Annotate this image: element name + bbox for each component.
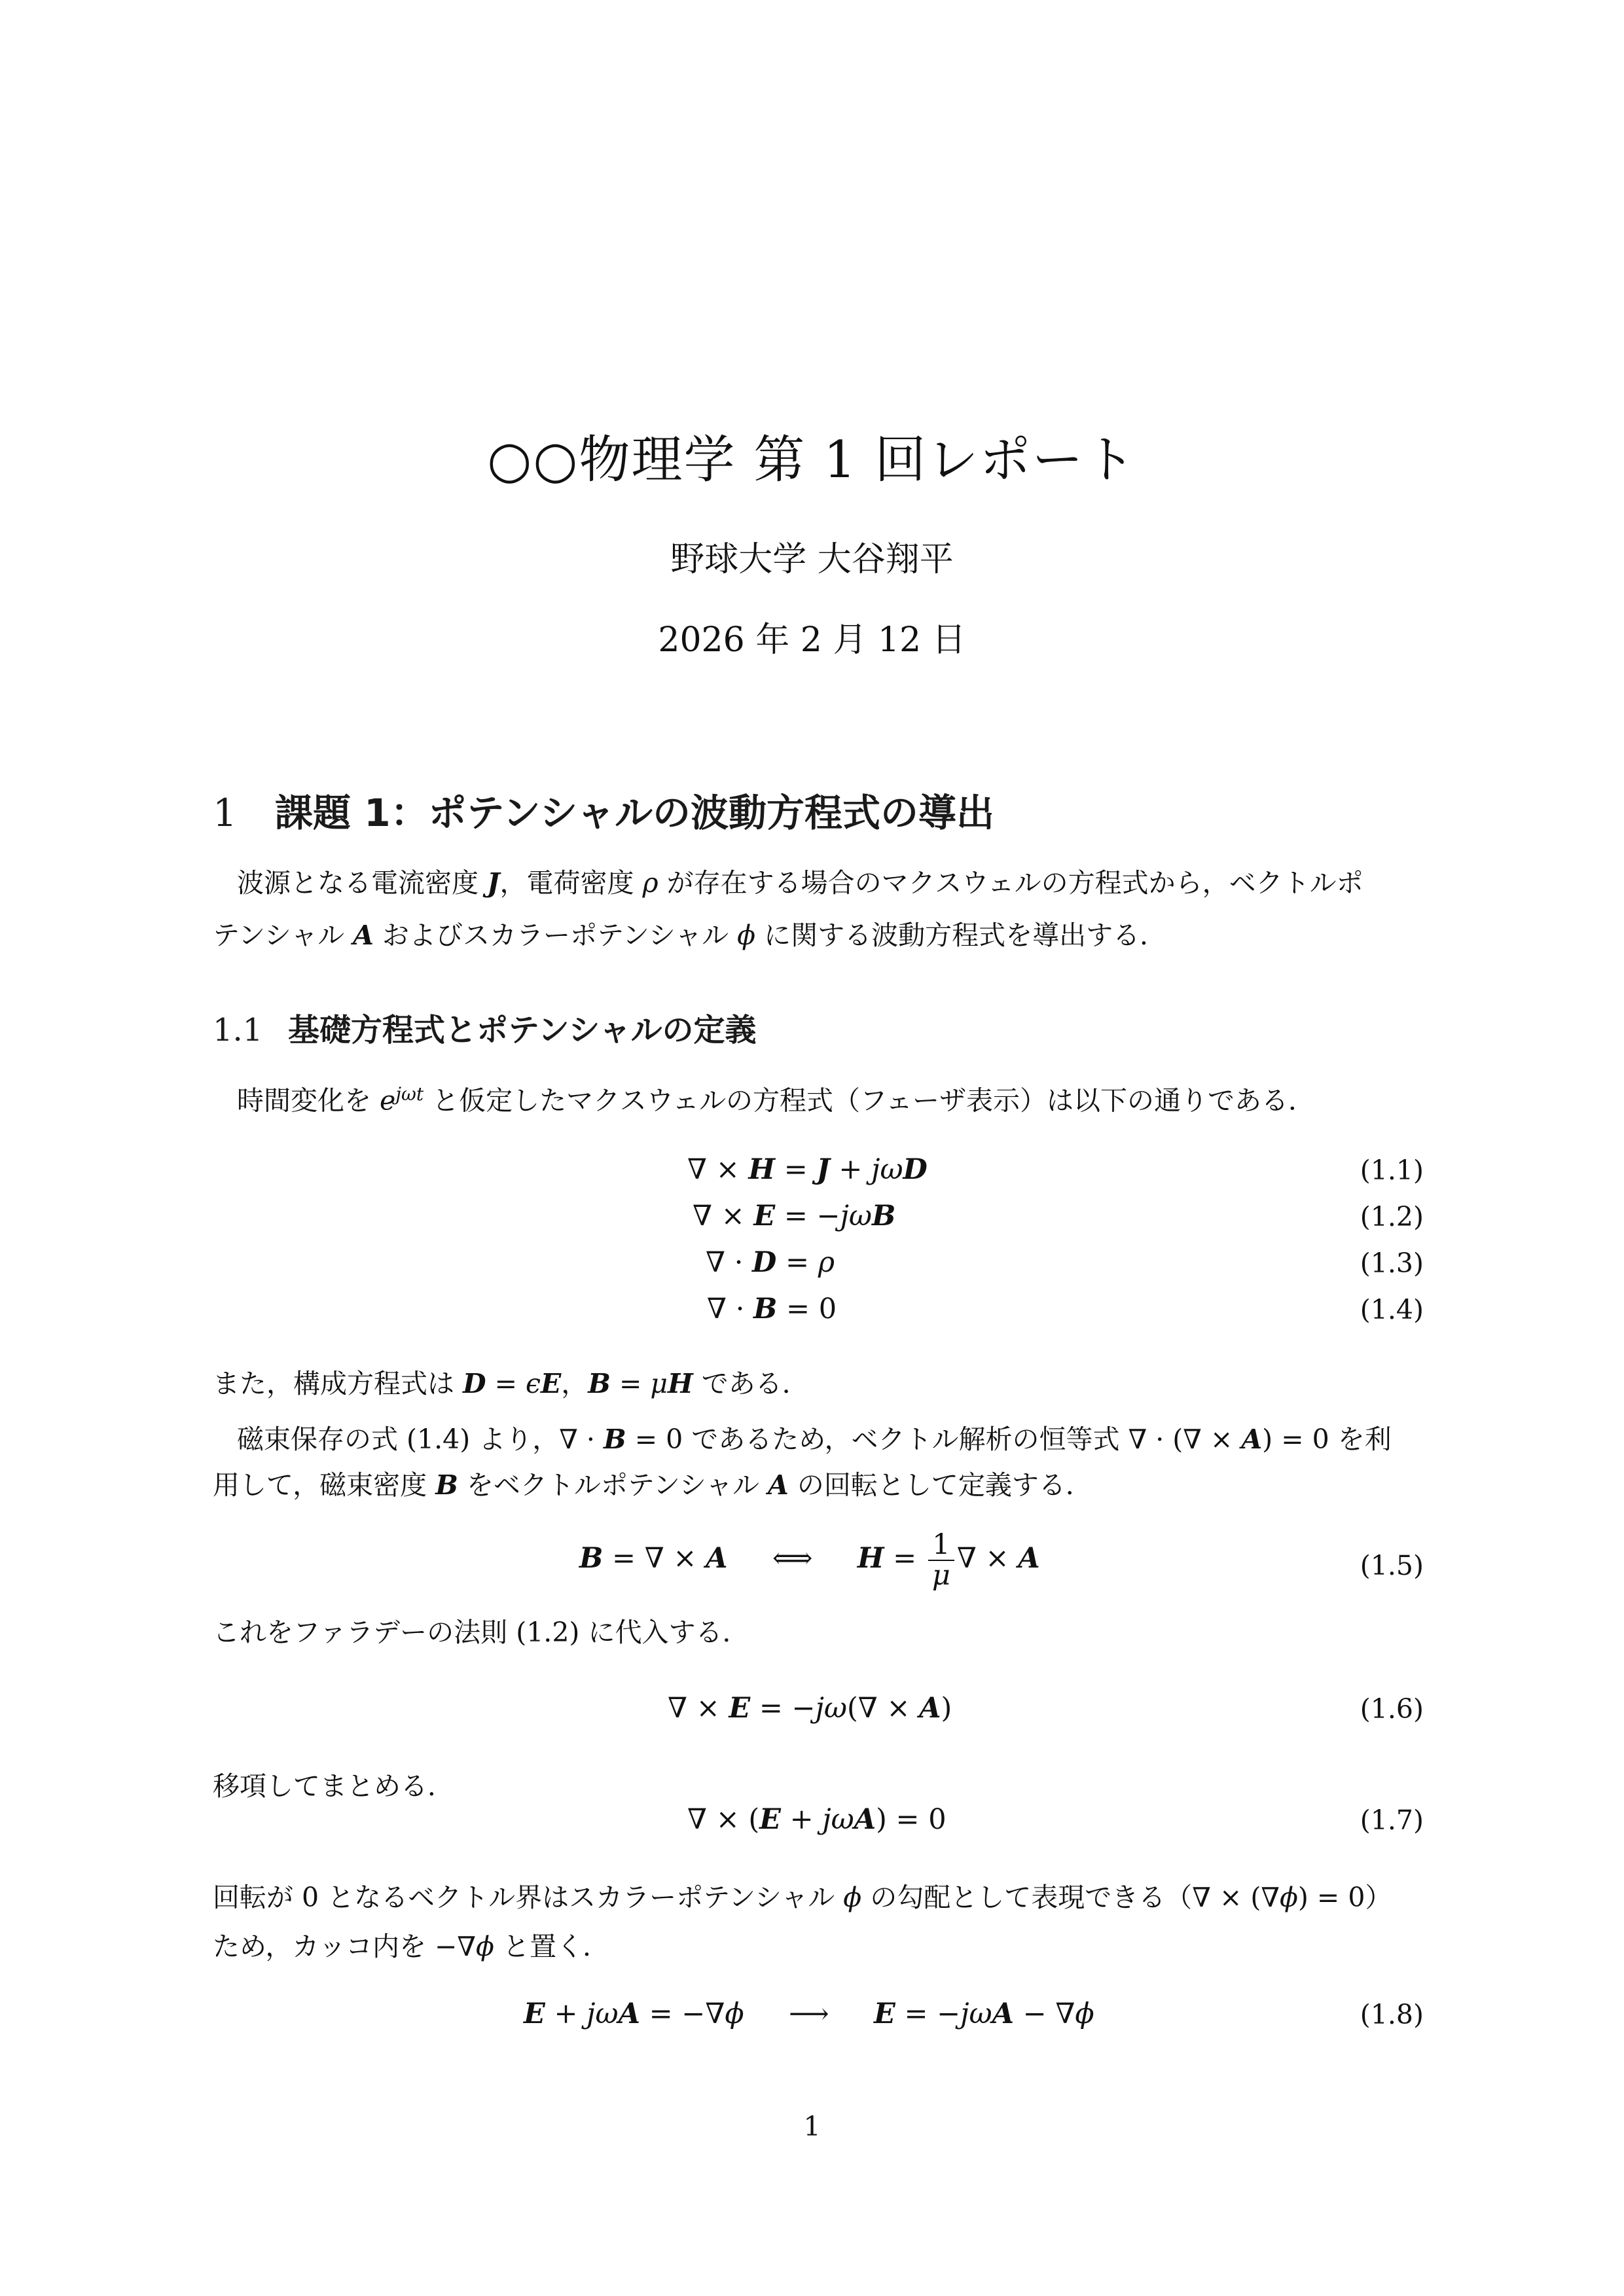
section-1-title: 課題 1：ポテンシャルの波動方程式の導出 (275, 791, 995, 835)
fraction-one-over-mu: $\frac{1}{\mu}$ (928, 1530, 954, 1590)
equation-1-7: ∇ × (E + jωA) = 0 (687, 1803, 947, 1836)
equation-number-1-7: (1.7) (1360, 1804, 1424, 1836)
equation-1-6: ∇ × E = −jω(∇ × A) (668, 1692, 952, 1725)
section-1-1-heading (213, 1005, 756, 1050)
equation-1-2: ∇ × E = −jωB (693, 1200, 896, 1232)
section-1-number: 1 (213, 791, 237, 835)
equation-1-3: ∇ · D = ρ (706, 1246, 835, 1279)
section-1-intro-line-2: テンシャル A およびスカラーポテンシャル ϕ に関する波動方程式を導出する． (213, 920, 1167, 951)
equation-number-1-8: (1.8) (1360, 1999, 1424, 2030)
equation-number-1-4: (1.4) (1360, 1294, 1424, 1325)
section-1-1-paragraph-6-line-1: 回転が 0 となるベクトル界はスカラーポテンシャル ϕ の勾配として表現できる（∇ × (∇ϕ) = 0） (213, 1882, 1392, 1913)
section-1-1-paragraph-6-line-2: ため，カッコ内を −∇ϕ と置く． (213, 1931, 610, 1962)
section-1-1-title: 基礎方程式とポテンシャルの定義 (288, 1012, 757, 1049)
section-1-heading (213, 782, 994, 837)
paper-title: ○○物理学 第 1 回レポート (487, 431, 1137, 490)
equation-number-1-2: (1.2) (1360, 1201, 1424, 1232)
equation-1-4: ∇ · B = 0 (707, 1293, 837, 1325)
equation-1-1: ∇ × H = J + jωD (687, 1153, 928, 1186)
section-1-intro-line-1: 波源となる電流密度 J，電荷密度 ρ が存在する場合のマクスウェルの方程式から，ベクトルポ (237, 867, 1363, 899)
paper-author: 野球大学 大谷翔平 (670, 540, 954, 579)
section-1-1-paragraph-2: また，構成方程式は D = ϵE，B = μH である． (213, 1368, 809, 1399)
equation-number-1-1: (1.1) (1360, 1155, 1424, 1186)
section-1-1-paragraph-3-line-1: 磁束保存の式 (1.4) より，∇ · B = 0 であるため，ベクトル解析の恒等式 ∇ · (∇ × A) = 0 を利 (237, 1424, 1392, 1455)
paper-date: 2026 年 2 月 12 日 (658, 620, 966, 660)
page-number: 1 (803, 2111, 821, 2142)
section-1-1-paragraph-5: 移項してまとめる． (213, 1770, 454, 1802)
equation-1-8: E + jωA = −∇ϕ ⟶ E = −jωA − ∇ϕ (524, 1998, 1094, 2030)
equation-number-1-3: (1.3) (1360, 1247, 1424, 1279)
section-1-1-paragraph-4: これをファラデーの法則 (1.2) に代入する． (213, 1617, 749, 1648)
section-1-1-number: 1.1 (213, 1012, 263, 1049)
section-1-1-paragraph-1: 時間変化を $e^{j\omega t}$ と仮定したマクスウェルの方程式（フェーザ表示）は以下の通りである． (237, 1083, 1316, 1117)
equation-number-1-5: (1.5) (1360, 1550, 1424, 1581)
section-1-1-paragraph-3-line-2: 用して，磁束密度 B をベクトルポテンシャル A の回転として定義する． (213, 1469, 1092, 1501)
equation-1-5: B = ∇ × A ⟺ H = $\frac{1}{\mu}$ ∇ × A (579, 1528, 1040, 1592)
equation-number-1-6: (1.6) (1360, 1693, 1424, 1725)
